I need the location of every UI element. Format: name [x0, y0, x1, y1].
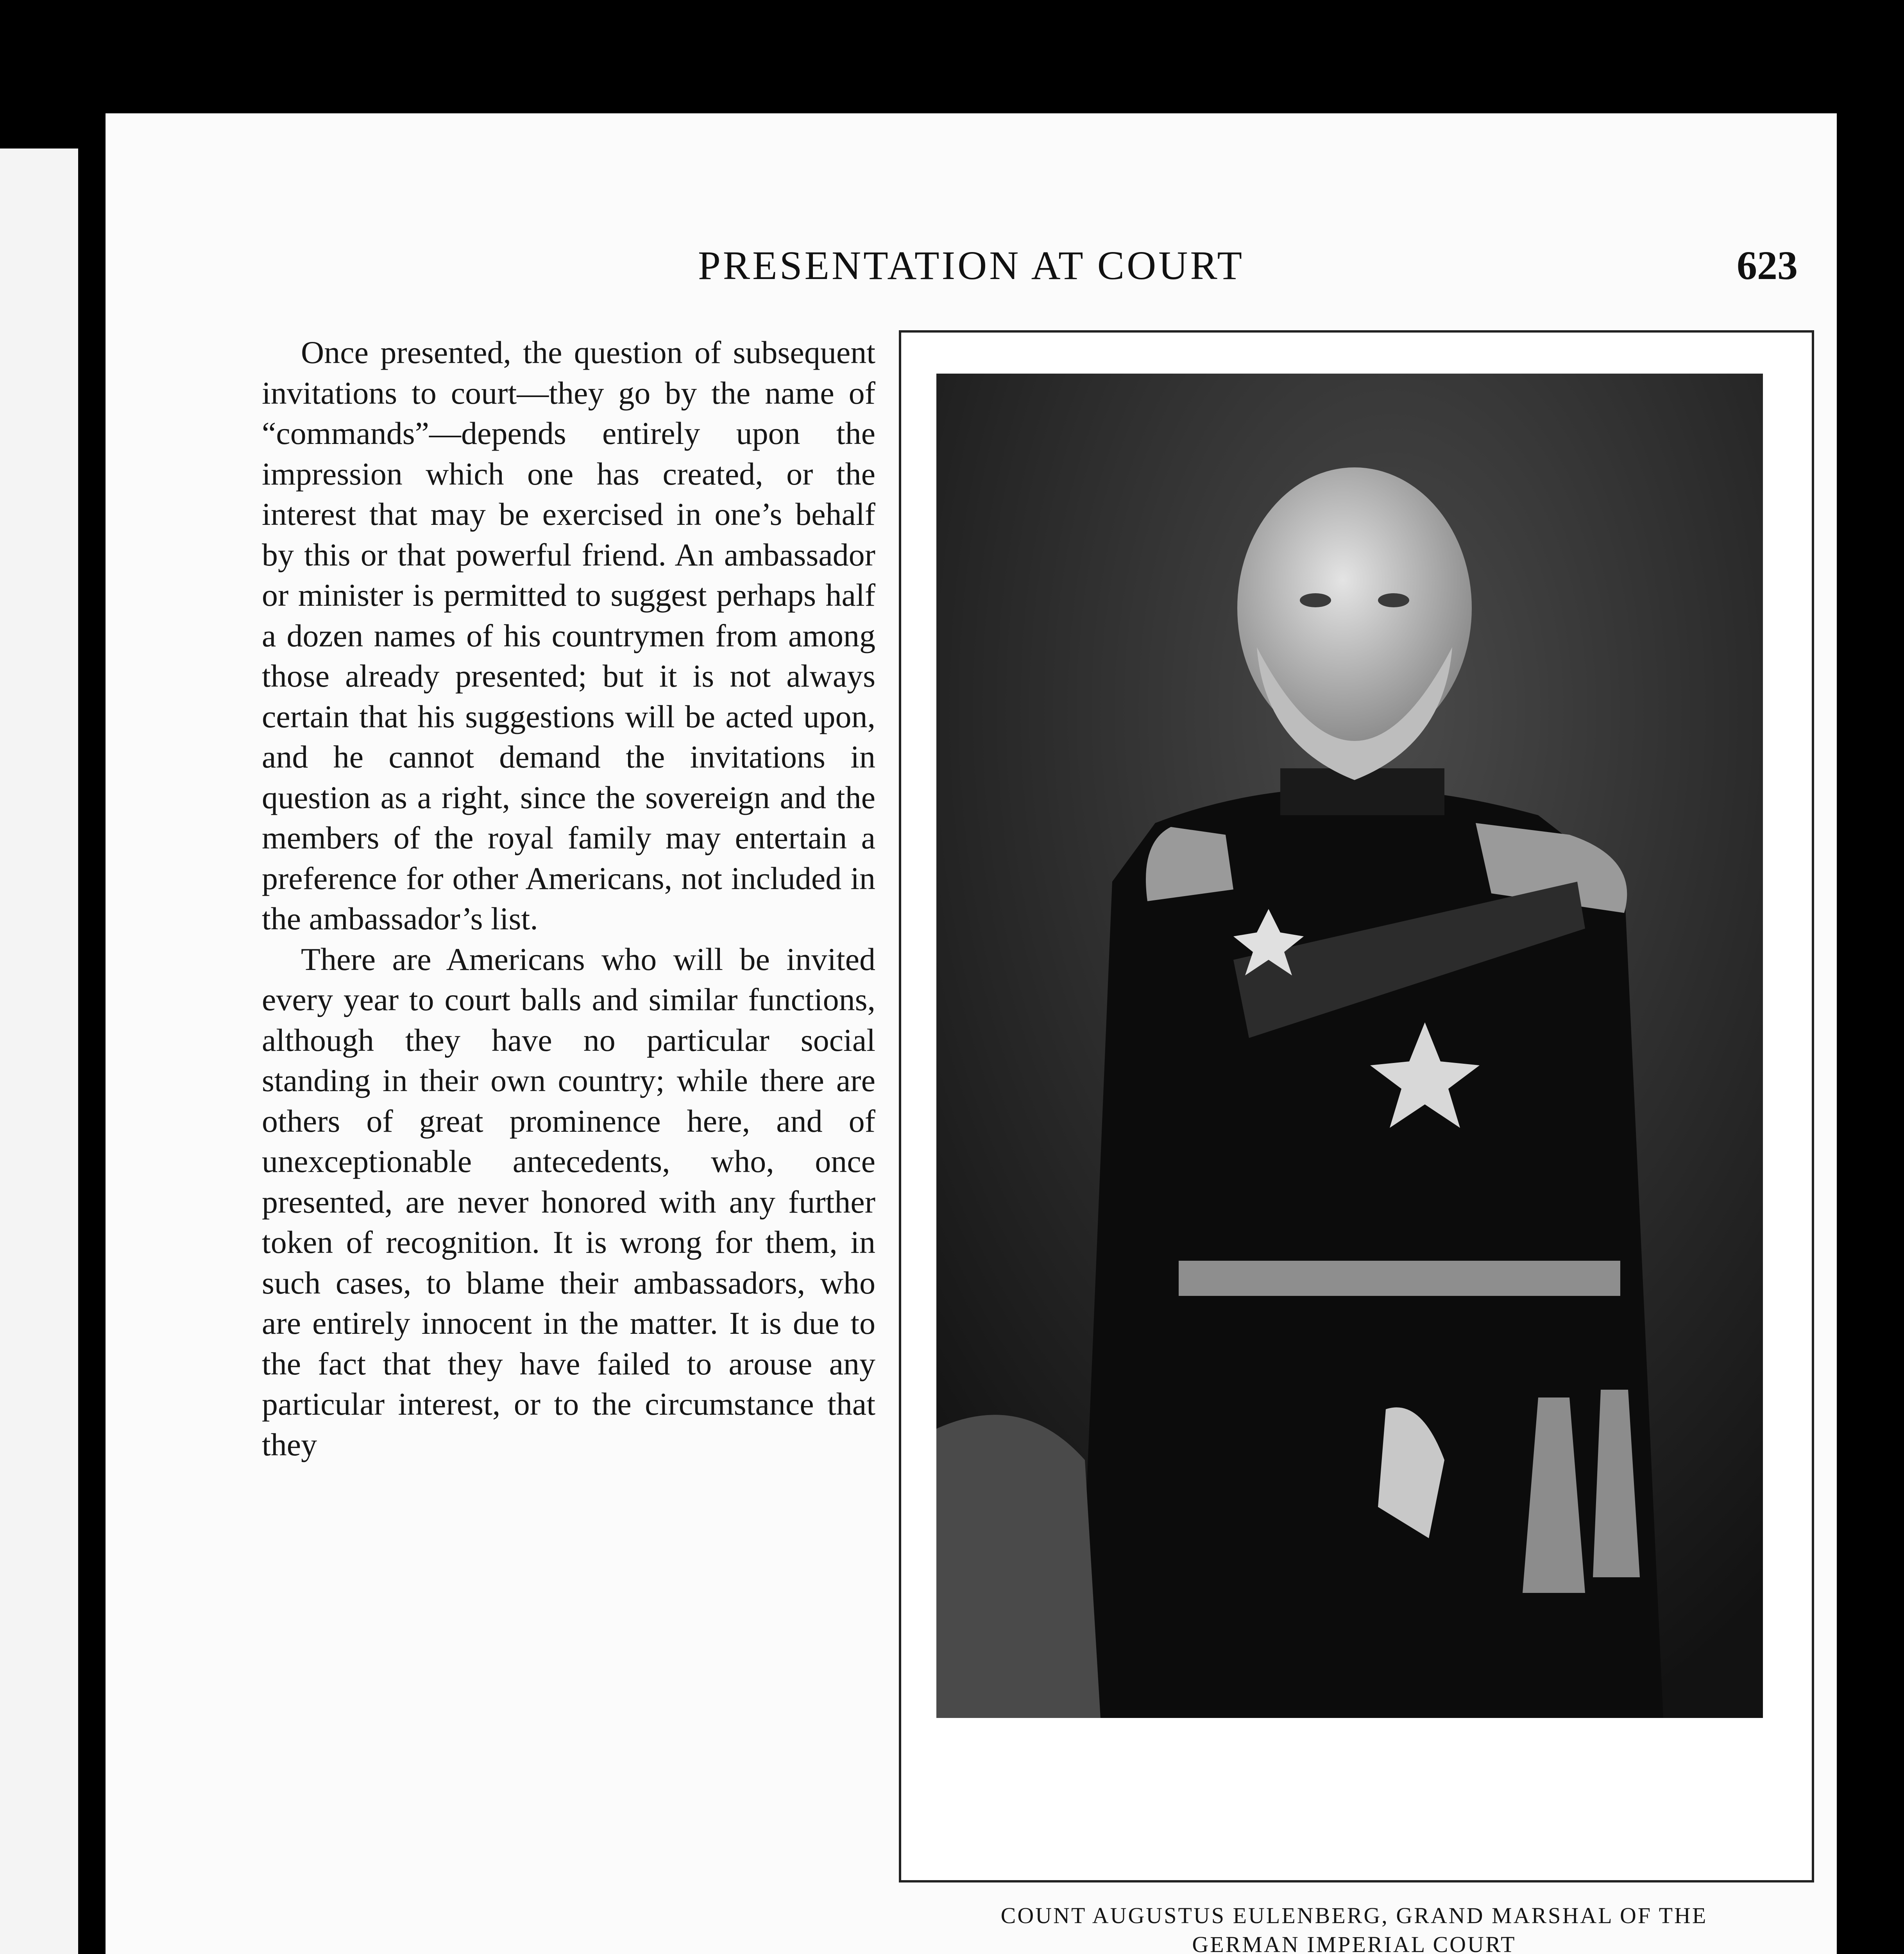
caption-line-1: COUNT AUGUSTUS EULENBERG, GRAND MARSHAL OF THE — [1000, 1903, 1708, 1928]
adjacent-page-edge — [0, 149, 84, 1954]
portrait-illustration — [936, 374, 1763, 1718]
portrait-figure — [899, 330, 1814, 1882]
caption-line-2: GERMAN IMPERIAL COURT — [1192, 1932, 1516, 1954]
left-column-text — [262, 332, 875, 1954]
page-number: 623 — [1737, 243, 1798, 288]
paragraph: There are Americans who will be invited every year to court balls and similar functions, although they have no particular social standing in their own country; while there are others of great prominence here, and of unexceptionable antecedents, who, once presented, are never honored with any further token of recognition. It is wrong for them, in such cases, to blame their ambassadors, who are entirely innocent in the matter. It is due to the fact that they have failed to arouse any particular interest, or to the circumstance that they — [262, 941, 875, 1462]
portrait-photo — [936, 374, 1763, 1718]
magazine-page — [106, 113, 1837, 1954]
running-title: PRESENTATION AT COURT — [698, 243, 1245, 288]
figure-caption — [899, 1901, 1809, 1954]
paragraph: Once presented, the question of subsequent invitations to court—they go by the name of “commands”—depends entirely upon the impression which one has created, or the interest that may be exercised in one’s behalf by this or that powerful friend. An ambassador or minister is permitted to suggest perhaps half a dozen names of his countrymen from among those already presented; but it is not always certain that his suggestions will be acted upon, and he cannot demand the invitations in question as a right, since the sovereign and the members of the royal family may entertain a preference for other Americans, not included in the ambassador’s list. — [262, 335, 875, 936]
